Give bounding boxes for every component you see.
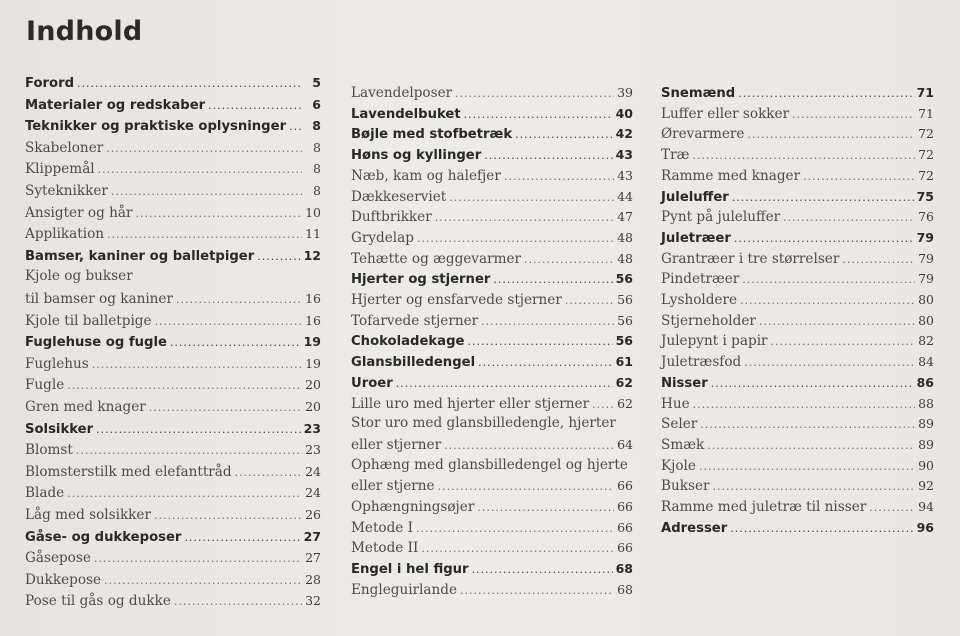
- toc-entry-label: Chokoladekage: [351, 334, 465, 350]
- toc-entry: [351, 475, 633, 496]
- toc-entry: [25, 115, 321, 136]
- toc-entry-page: 43: [617, 167, 633, 183]
- toc-entry-label: Blade: [25, 485, 65, 502]
- toc-entry: [661, 248, 934, 269]
- dot-leader: [208, 95, 302, 116]
- toc-entry-label: Gåsepose: [25, 550, 91, 567]
- toc-entry-page: 40: [615, 105, 633, 121]
- toc-entry: [25, 266, 321, 287]
- toc-entry: [661, 372, 934, 393]
- toc-entry-page: 24: [305, 463, 321, 479]
- dot-leader: [478, 352, 612, 373]
- toc-entry-page: 32: [305, 593, 321, 609]
- toc-entry-label: Glansbilledengel: [351, 355, 476, 371]
- toc-entry-label: eller stjerne: [351, 478, 435, 495]
- toc-entry: [661, 310, 934, 331]
- toc-entry: [661, 413, 934, 434]
- toc-entry-page: 80: [918, 292, 934, 307]
- toc-entry-page: 64: [617, 436, 633, 452]
- dot-leader: [869, 497, 915, 518]
- toc-entry-label: Uroer: [351, 375, 393, 391]
- dot-leader: [136, 203, 303, 224]
- toc-entry-label: Tehætte og æggevarmer: [351, 250, 522, 267]
- toc-entry-page: 20: [305, 399, 321, 414]
- dot-leader: [783, 207, 915, 228]
- toc-entry-label: Låg med solsikker: [25, 507, 151, 523]
- dot-leader: [106, 138, 302, 159]
- toc-entry: [25, 180, 321, 201]
- dot-leader: [107, 224, 302, 245]
- toc-entry: [351, 579, 633, 600]
- toc-entry-label: Ramme med juletræ til nisser: [661, 499, 867, 515]
- toc-entry-page: 11: [305, 226, 321, 242]
- toc-entry-label: Ansigter og hår: [25, 204, 133, 221]
- dot-leader: [759, 311, 915, 332]
- toc-entry-label: Stor uro med glansbilledengle, hjerter: [351, 415, 616, 432]
- dot-leader: [467, 331, 612, 352]
- toc-entry: [351, 123, 633, 144]
- toc-entry-label: Nisser: [661, 375, 708, 391]
- toc-entry: [25, 504, 321, 525]
- dot-leader: [700, 414, 915, 435]
- dot-leader: [154, 505, 302, 526]
- toc-entry-page: 8: [313, 161, 321, 177]
- toc-entry: [351, 496, 633, 517]
- toc-entry-label: Høns og kyllinger: [351, 148, 482, 164]
- toc-entry-page: 47: [617, 209, 633, 225]
- toc-entry-label: til bamser og kaniner: [25, 291, 173, 307]
- toc-entry-label: Smæk: [661, 436, 705, 453]
- toc-entry: [25, 396, 321, 417]
- dot-leader: [235, 462, 302, 483]
- dot-leader: [732, 187, 914, 208]
- dot-leader: [438, 476, 614, 497]
- dot-leader: [174, 591, 302, 612]
- toc-entry-page: 82: [918, 333, 934, 349]
- dot-leader: [842, 249, 915, 270]
- toc-entry-label: Træ: [661, 147, 690, 164]
- toc-entry-label: Gren med knager: [25, 399, 146, 415]
- toc-entry: [351, 186, 633, 207]
- toc-entry-page: 56: [617, 312, 633, 328]
- toc-entry-page: 44: [617, 188, 633, 204]
- toc-entry-page: 12: [303, 247, 321, 263]
- toc-entry-label: Fuglehus: [25, 355, 89, 372]
- toc-entry-label: Ophængningsøjer: [351, 499, 475, 515]
- dot-leader: [504, 166, 614, 187]
- toc-entry: [25, 439, 321, 460]
- toc-entry-page: 66: [617, 540, 633, 556]
- dot-leader: [104, 570, 302, 591]
- toc-entry: [25, 158, 321, 179]
- toc-entry: [25, 72, 321, 93]
- toc-entry-page: 80: [918, 312, 934, 328]
- toc-entry-label: Kjole til balletpige: [25, 312, 152, 329]
- toc-entry-label: Lysholdere: [661, 292, 738, 308]
- dot-leader: [711, 373, 914, 394]
- toc-entry-page: 76: [918, 209, 934, 225]
- toc-entry-page: 6: [312, 96, 321, 112]
- toc-entry: [25, 223, 321, 244]
- toc-entry: [661, 186, 934, 207]
- toc-entry: [351, 268, 633, 289]
- toc-entry: [25, 137, 321, 158]
- toc-entry: [351, 537, 633, 558]
- dot-leader: [170, 332, 301, 353]
- toc-entry: [351, 517, 633, 538]
- toc-entry-page: 66: [617, 499, 633, 514]
- toc-entry-page: 48: [617, 229, 633, 245]
- toc-entry: [25, 526, 321, 547]
- dot-leader: [176, 289, 302, 310]
- toc-entry-label: Skabeloner: [25, 139, 104, 156]
- toc-entry-label: Materialer og redskaber: [25, 97, 206, 113]
- toc-entry: [661, 475, 934, 496]
- dot-leader: [449, 187, 614, 208]
- toc-entry-page: 48: [617, 250, 633, 266]
- toc-entry-label: Klippemål: [25, 161, 95, 178]
- dot-leader: [444, 435, 614, 456]
- dot-leader: [707, 435, 915, 456]
- toc-entry: [661, 123, 934, 144]
- toc-entry-page: 27: [305, 550, 321, 566]
- dot-leader: [98, 159, 302, 180]
- toc-entry: [351, 310, 633, 331]
- toc-entry: [351, 351, 633, 372]
- dot-leader: [730, 518, 913, 539]
- dot-leader: [111, 181, 302, 202]
- toc-entry-page: 79: [918, 250, 934, 266]
- toc-entry-page: 23: [305, 442, 321, 458]
- toc-entry-label: Pose til gås og dukke: [25, 593, 171, 610]
- toc-entry-label: Teknikker og praktiske oplysninger: [25, 119, 287, 135]
- toc-entry-label: Ørevarmere: [661, 126, 745, 143]
- dot-leader: [149, 397, 302, 418]
- dot-leader: [289, 116, 302, 137]
- toc-entry: [661, 82, 934, 103]
- toc-entry: [351, 227, 633, 248]
- toc-entry: [25, 547, 321, 568]
- dot-leader: [592, 394, 614, 415]
- toc-entry-label: Juletræsfod: [661, 354, 742, 371]
- toc-entry: [25, 331, 321, 352]
- toc-entry-label: Seler: [661, 416, 698, 433]
- dot-leader: [744, 352, 915, 373]
- toc-entry: [25, 310, 321, 331]
- toc-entry-page: 42: [615, 126, 633, 142]
- dot-leader: [155, 311, 302, 332]
- dot-leader: [460, 580, 614, 601]
- toc-entry: [661, 517, 934, 538]
- toc-entry-page: 28: [305, 571, 321, 587]
- dot-leader: [477, 497, 614, 518]
- toc-entry: [661, 393, 934, 414]
- toc-entry-page: 72: [918, 167, 934, 183]
- dot-leader: [67, 483, 302, 504]
- toc-entry: [661, 351, 934, 372]
- toc-entry: [351, 103, 633, 124]
- toc-entry-label: Engel i hel figur: [351, 562, 469, 578]
- toc-entry-label: Pindetræer: [661, 271, 740, 288]
- toc-entry-page: 72: [918, 147, 934, 163]
- toc-entry: [351, 558, 633, 579]
- dot-leader: [184, 527, 300, 548]
- toc-entry-page: 27: [303, 528, 321, 544]
- toc-entry-label: Lavendelposer: [351, 85, 453, 101]
- toc-entry-label: Metode II: [351, 540, 419, 557]
- dot-leader: [713, 476, 915, 497]
- toc-entry-page: 90: [918, 457, 934, 473]
- toc-entry-label: Gåse- og dukkeposer: [25, 529, 182, 545]
- toc-entry: [351, 144, 633, 165]
- dot-leader: [472, 559, 613, 580]
- toc-entry-label: Grantræer i tre størrelser: [661, 250, 840, 267]
- dot-leader: [435, 207, 614, 228]
- toc-entry-label: Dukkepose: [25, 571, 102, 588]
- toc-entry-page: 94: [918, 499, 934, 514]
- dot-leader: [692, 145, 915, 166]
- toc-entry-page: 20: [305, 377, 321, 393]
- toc-entry: [351, 289, 633, 310]
- toc-entry-page: 23: [303, 420, 321, 436]
- toc-entry: [351, 393, 633, 414]
- dot-leader: [515, 124, 612, 145]
- toc-entry-page: 39: [617, 85, 633, 100]
- toc-entry: [661, 496, 934, 517]
- toc-entry: [25, 418, 321, 439]
- toc-entry-page: 24: [305, 485, 321, 501]
- toc-entry-label: Dækkeserviet: [351, 188, 447, 205]
- toc-entry-page: 92: [918, 478, 934, 494]
- toc-entry-label: Næb, kam og halefjer: [351, 167, 501, 184]
- toc-entry-page: 89: [918, 436, 934, 452]
- dot-leader: [693, 394, 915, 415]
- toc-entry: [351, 434, 633, 455]
- toc-entry-page: 75: [916, 188, 934, 204]
- toc-entry-page: 66: [617, 519, 633, 535]
- dot-leader: [493, 269, 612, 290]
- toc-entry-label: Grydelap: [351, 229, 414, 246]
- toc-entry-page: 19: [305, 355, 321, 371]
- toc-entry: [25, 590, 321, 611]
- toc-entry-page: 88: [918, 395, 934, 411]
- toc-entry-label: Tofarvede stjerner: [351, 312, 479, 329]
- dot-leader: [455, 83, 614, 104]
- toc-entry-label: Lille uro med hjerter eller stjerner: [351, 395, 590, 412]
- toc-entry-label: Ophæng med glansbilledengel og hjerte: [351, 456, 628, 473]
- toc-entry: [661, 227, 934, 248]
- toc-entry-page: 8: [313, 139, 321, 155]
- toc-entry-label: Metode I: [351, 519, 414, 536]
- toc-entry-label: Blomsterstilk med elefanttråd: [25, 463, 232, 480]
- dot-leader: [771, 331, 915, 352]
- toc-entry: [661, 103, 934, 124]
- toc-entry-label: Hjerter og stjerner: [351, 272, 491, 288]
- toc-entry: [25, 94, 321, 115]
- dot-leader: [77, 73, 302, 94]
- toc-entry-label: Fugle: [25, 377, 65, 394]
- toc-entry-page: 8: [313, 183, 321, 198]
- dot-leader: [484, 145, 612, 166]
- toc-entry: [661, 268, 934, 289]
- toc-entry-label: Adresser: [661, 520, 728, 536]
- toc-entry-label: Luffer eller sokker: [661, 105, 790, 122]
- dot-leader: [738, 83, 913, 104]
- toc-entry: [25, 202, 321, 223]
- toc-entry-page: 16: [305, 312, 321, 328]
- toc-entry: [351, 372, 633, 393]
- toc-entry-label: Bukser: [661, 478, 710, 495]
- dot-leader: [67, 375, 302, 396]
- toc-entry: [25, 482, 321, 503]
- dot-leader: [792, 104, 915, 125]
- toc-entry-page: 8: [312, 118, 321, 134]
- toc-entry-page: 19: [303, 334, 321, 350]
- toc-entry-page: 61: [615, 354, 633, 370]
- toc-entry-label: Julepynt i papir: [661, 333, 768, 350]
- toc-entry: [25, 288, 321, 309]
- toc-entry-label: Applikation: [25, 226, 105, 243]
- toc-entry-page: 10: [305, 204, 321, 220]
- toc-entry-page: 72: [918, 126, 934, 142]
- toc-entry-page: 26: [305, 507, 321, 522]
- toc-entry-label: Stjerneholder: [661, 312, 756, 329]
- dot-leader: [257, 246, 300, 267]
- toc-entry: [351, 455, 633, 476]
- toc-entry-page: 86: [916, 374, 934, 390]
- dot-leader: [96, 419, 301, 440]
- toc-entry-label: Juleluffer: [661, 189, 729, 205]
- dot-leader: [396, 373, 613, 394]
- dot-leader: [464, 104, 613, 125]
- toc-entry: [25, 461, 321, 482]
- toc-entry: [661, 434, 934, 455]
- toc-entry-label: Bøjle med stofbetræk: [351, 127, 513, 143]
- toc-entry-label: Fuglehuse og fugle: [25, 335, 167, 351]
- toc-entry-label: Forord: [25, 76, 75, 91]
- toc-entry-page: 84: [918, 354, 934, 370]
- toc-entry-label: Snemænd: [661, 86, 736, 101]
- toc-entry-label: Lavendelbuket: [351, 106, 461, 122]
- dot-leader: [417, 228, 614, 249]
- toc-entry: [25, 245, 321, 266]
- toc-entry-label: Bamser, kaniner og balletpiger: [25, 248, 255, 264]
- toc-entry-label: Ramme med knager: [661, 167, 801, 184]
- toc-entry: [351, 248, 633, 269]
- toc-entry-label: Hue: [661, 395, 690, 412]
- toc-entry-page: 96: [916, 519, 934, 535]
- dot-leader: [94, 548, 302, 569]
- toc-entry: [351, 413, 633, 434]
- dot-leader: [747, 124, 915, 145]
- toc-entry-label: Syteknikker: [25, 183, 108, 199]
- dot-leader: [92, 354, 302, 375]
- dot-leader: [565, 290, 614, 311]
- toc-entry-label: Solsikker: [25, 421, 94, 437]
- toc-entry-label: Pynt på juleluffer: [661, 209, 781, 226]
- toc-entry-page: 71: [916, 85, 934, 100]
- toc-entry-label: Kjole: [661, 457, 696, 474]
- toc-entry: [25, 569, 321, 590]
- toc-entry: [351, 330, 633, 351]
- toc-entry-page: 68: [617, 581, 633, 597]
- toc-entry-label: Engleguirlande: [351, 581, 458, 598]
- toc-entry-page: 43: [615, 147, 633, 163]
- toc-entry-page: 89: [918, 416, 934, 432]
- toc-entry-page: 79: [916, 229, 934, 245]
- toc-entry-label: Juletræer: [661, 230, 731, 246]
- toc-entry: [25, 374, 321, 395]
- dot-leader: [699, 456, 915, 477]
- toc-entry-label: Kjole og bukser: [25, 268, 133, 285]
- dot-leader: [734, 228, 914, 249]
- toc-entry: [661, 144, 934, 165]
- dot-leader: [76, 440, 302, 461]
- toc-entry-page: 68: [615, 561, 633, 577]
- toc-entry-label: Hjerter og ensfarvede stjerner: [351, 292, 562, 308]
- dot-leader: [742, 269, 915, 290]
- toc-entry: [661, 330, 934, 351]
- toc-entry: [661, 289, 934, 310]
- toc-entry-page: 56: [617, 292, 633, 307]
- toc-entry-label: Duftbrikker: [351, 209, 432, 226]
- toc-entry: [661, 206, 934, 227]
- toc-entry-label: Blomst: [25, 442, 73, 459]
- toc-entry: [661, 455, 934, 476]
- toc-entry-label: eller stjerner: [351, 436, 442, 453]
- toc-entry-page: 56: [615, 333, 633, 349]
- dot-leader: [421, 538, 614, 559]
- toc-entry: [25, 353, 321, 374]
- toc-entry-page: 62: [615, 374, 633, 390]
- toc-entry: [661, 165, 934, 186]
- toc-entry-page: 56: [615, 271, 633, 287]
- page-title: Indhold: [26, 16, 143, 47]
- dot-leader: [803, 166, 915, 187]
- toc-entry: [351, 165, 633, 186]
- toc-entry-page: 62: [617, 395, 633, 411]
- dot-leader: [740, 290, 915, 311]
- dot-leader: [416, 518, 614, 539]
- toc-entry-page: 79: [918, 271, 934, 287]
- toc-entry: [351, 206, 633, 227]
- toc-entry: [351, 82, 633, 103]
- toc-entry-page: 5: [312, 75, 321, 90]
- dot-leader: [481, 311, 614, 332]
- toc-entry-page: 16: [305, 291, 321, 306]
- toc-entry-page: 66: [617, 478, 633, 494]
- toc-entry-page: 71: [918, 105, 934, 121]
- dot-leader: [524, 249, 614, 270]
